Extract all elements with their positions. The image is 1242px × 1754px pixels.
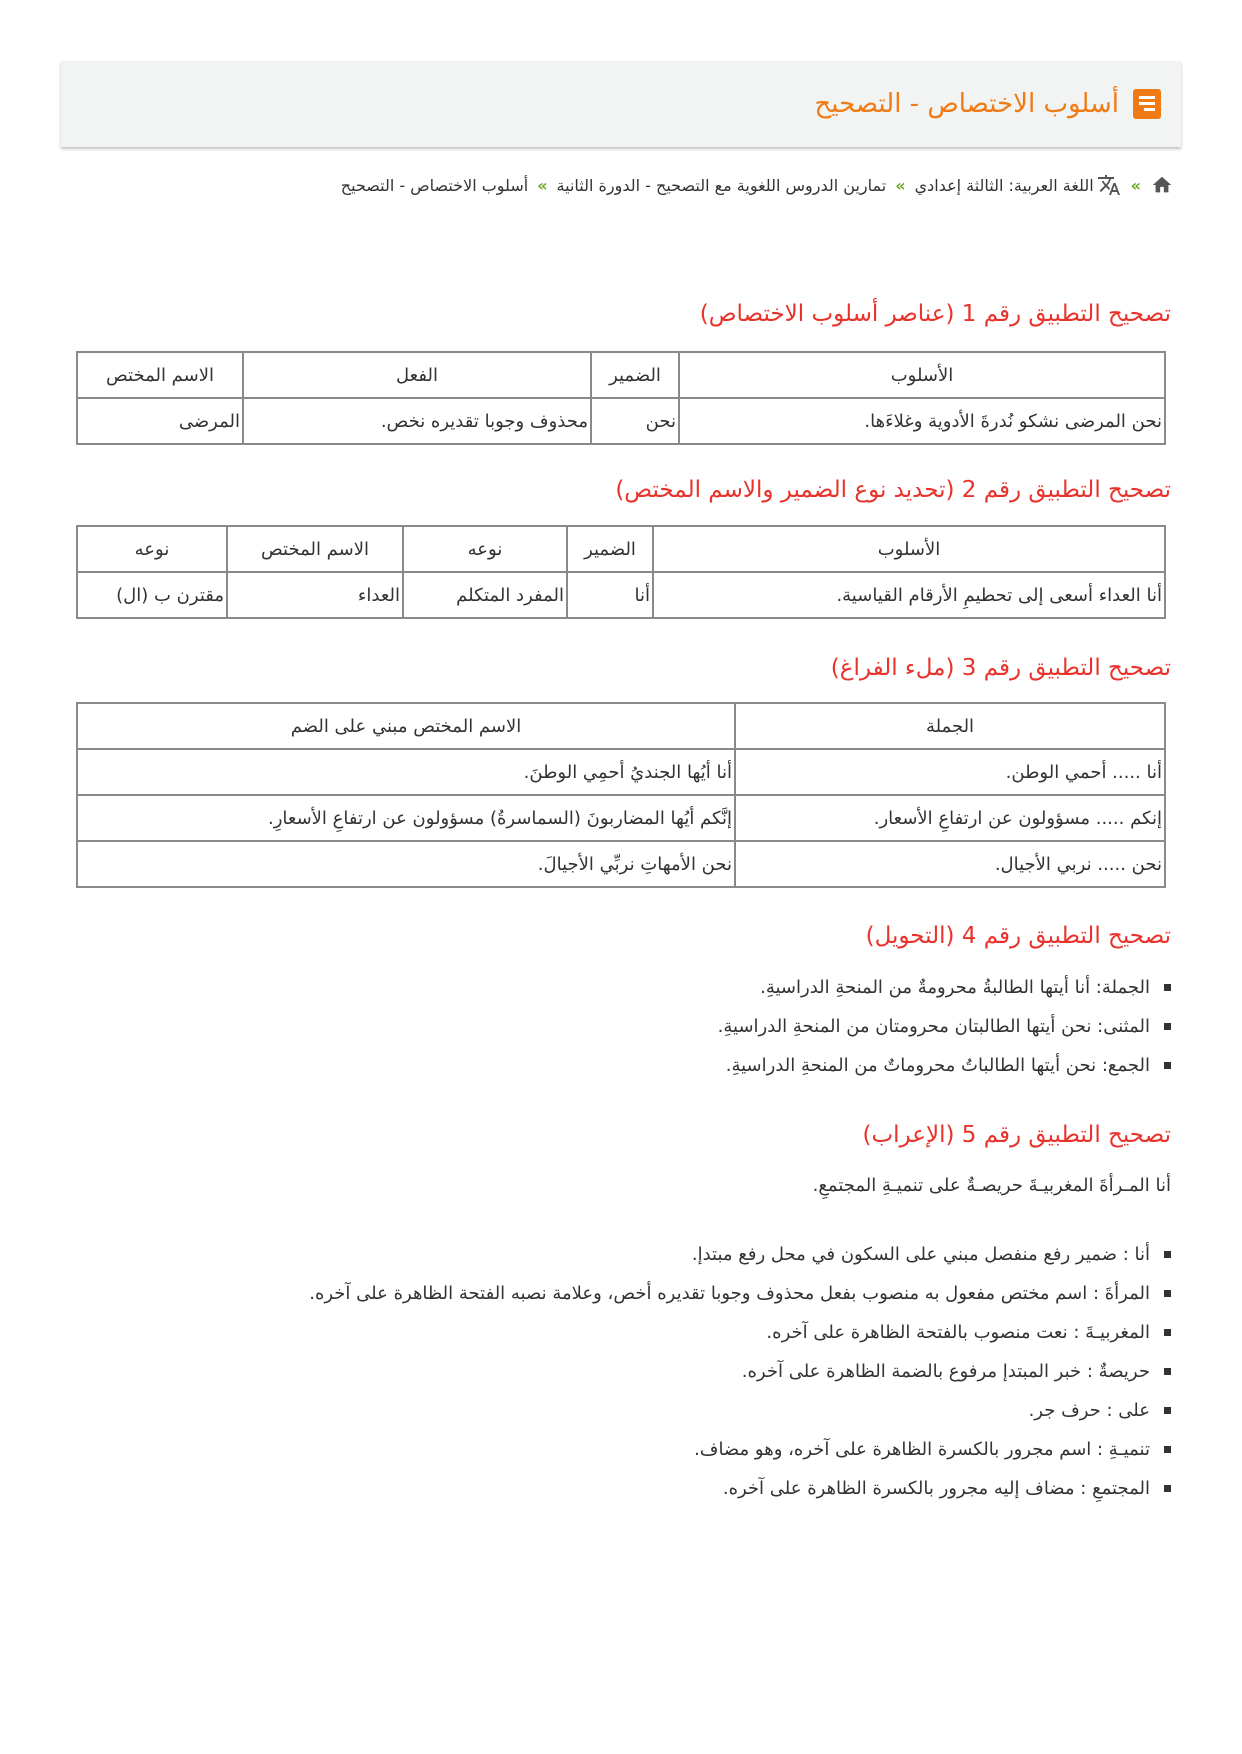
section-title-exercise-1: تصحيح التطبيق رقم 1 (عناصر أسلوب الاختصاص) [699, 301, 1171, 327]
section-title-exercise-2: تصحيح التطبيق رقم 2 (تحديد نوع الضمير والاسم المختص) [615, 477, 1171, 503]
table-cell: إنَّكم أيُها المضاربونَ (السماسرةُ) مسؤولون عن ارتفاعِ الأسعارِ. [77, 795, 735, 841]
table-cell: أنا ..... أحمي الوطن. [735, 749, 1165, 795]
table-header: الأسلوب [679, 352, 1165, 398]
table-header: الجملة [735, 703, 1165, 749]
table-cell: العداء [227, 572, 403, 618]
table-header: الضمير [567, 526, 653, 572]
table-cell: نحن المرضى نشكو نُدرةَ الأدوية وغلاءَها. [679, 398, 1165, 444]
table-cell: أنا [567, 572, 653, 618]
breadcrumb-separator: » [895, 175, 906, 195]
breadcrumb-separator: » [1130, 175, 1141, 195]
table-cell: نحن ..... نربي الأجيال. [735, 841, 1165, 887]
table-header: الاسم المختص [227, 526, 403, 572]
section-title-exercise-3: تصحيح التطبيق رقم 3 (ملء الفراغ) [830, 655, 1171, 681]
list-item: حريصةٌ : خبر المبتدإ مرفوع بالضمة الظاهرة على آخره. [309, 1352, 1171, 1391]
breadcrumb-item-subject[interactable]: اللغة العربية: الثالثة إعدادي [914, 175, 1094, 195]
home-icon[interactable] [1150, 174, 1174, 196]
table-header: نوعه [77, 526, 227, 572]
table-header: الضمير [591, 352, 679, 398]
table-header: الأسلوب [653, 526, 1165, 572]
table-header: الاسم المختص [77, 352, 243, 398]
exercise-4-list [718, 968, 1171, 1085]
table-cell: مقترن ب (ال) [77, 572, 227, 618]
exercise-5-list [309, 1235, 1171, 1508]
breadcrumb [74, 170, 1174, 200]
breadcrumb-item-current: أسلوب الاختصاص - التصحيح [340, 175, 529, 195]
table-cell: أنا العداء أسعى إلى تحطيمِ الأرقام القياسية. [653, 572, 1165, 618]
table-row [77, 749, 1165, 795]
list-item: المجتمعِ : مضاف إليه مجرور بالكسرة الظاهرة على آخره. [309, 1469, 1171, 1508]
table-header: نوعه [403, 526, 567, 572]
table-cell: إنكم ..... مسؤولون عن ارتفاعِ الأسعار. [735, 795, 1165, 841]
breadcrumb-separator: » [537, 175, 548, 195]
table-cell: المفرد المتكلم [403, 572, 567, 618]
table-row [77, 572, 1165, 618]
table-cell: محذوف وجوبا تقديره نخص. [243, 398, 591, 444]
list-item: تنميـةِ : اسم مجرور بالكسرة الظاهرة على آخره، وهو مضاف. [309, 1430, 1171, 1469]
table-header: الفعل [243, 352, 591, 398]
section-title-exercise-5: تصحيح التطبيق رقم 5 (الإعراب) [862, 1122, 1171, 1148]
table-header: الاسم المختص مبني على الضم [77, 703, 735, 749]
table-row [77, 795, 1165, 841]
table-row [77, 841, 1165, 887]
analysis-sentence: أنا المـرأةَ المغربيـةَ حريصـةٌ على تنميـةِ المجتمعِ. [812, 1175, 1171, 1196]
exercise-3-table [76, 702, 1166, 888]
list-item: أنا : ضمير رفع منفصل مبني على السكون في محل رفع مبتدإ. [309, 1235, 1171, 1274]
table-cell: أنا أيُها الجنديُ أحمِي الوطنَ. [77, 749, 735, 795]
section-title-exercise-4: تصحيح التطبيق رقم 4 (التحويل) [865, 923, 1171, 949]
table-row [77, 398, 1165, 444]
translate-icon [1096, 173, 1122, 197]
table-cell: نحن الأمهاتِ نربِّي الأجيالَ. [77, 841, 735, 887]
page-title: أسلوب الاختصاص - التصحيح [814, 89, 1119, 119]
list-item: المثنى: نحن أيتها الطالبتان محرومتان من المنحةِ الدراسيةِ. [718, 1007, 1171, 1046]
exercise-2-table [76, 525, 1166, 619]
breadcrumb-item-exercises[interactable]: تمارين الدروس اللغوية مع التصحيح - الدورة الثانية [556, 175, 887, 195]
list-item: الجملة: أنا أيتها الطالبةُ محرومةٌ من المنحةِ الدراسيةِ. [718, 968, 1171, 1007]
list-item: الجمع: نحن أيتها الطالباتُ محروماتٌ من المنحةِ الدراسيةِ. [718, 1046, 1171, 1085]
exercise-1-table [76, 351, 1166, 445]
page-header [61, 61, 1181, 147]
table-cell: المرضى [77, 398, 243, 444]
list-item: على : حرف جر. [309, 1391, 1171, 1430]
document-icon [1133, 89, 1161, 119]
list-item: المرأةَ : اسم مختص مفعول به منصوب بفعل محذوف وجوبا تقديره أخص، وعلامة نصبه الفتحة الظاهرة على آخره. [309, 1274, 1171, 1313]
list-item: المغربيـةَ : نعت منصوب بالفتحة الظاهرة على آخره. [309, 1313, 1171, 1352]
table-cell: نحن [591, 398, 679, 444]
